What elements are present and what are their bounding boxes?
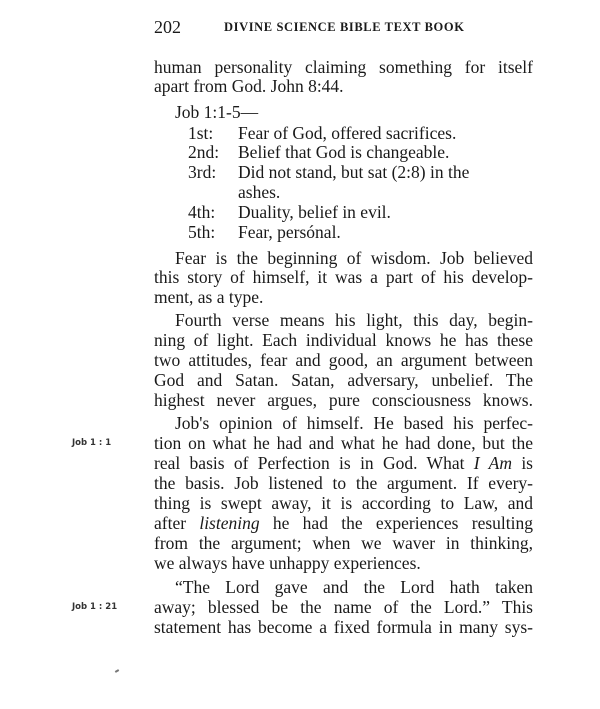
- text-line: Fear is the beginning of wisdom. Job believed: [175, 248, 533, 268]
- text-line: “The Lord gave and the Lord hath taken: [175, 577, 533, 597]
- text-line: ning of light. Each individual knows he has these: [154, 330, 533, 350]
- text-line: ashes.: [238, 182, 281, 202]
- list-text: Fear, persónal.: [238, 222, 341, 242]
- text-line: [188, 162, 469, 182]
- text-line: [188, 222, 341, 242]
- list-label: 4th:: [188, 202, 216, 222]
- text-line: [154, 453, 533, 473]
- text-line: [154, 513, 533, 533]
- running-title: DIVINE SCIENCE BIBLE TEXT BOOK: [224, 20, 465, 34]
- text-line: Fourth verse means his light, this day, begin-: [175, 310, 533, 330]
- italic-text: I Am: [473, 453, 512, 473]
- margin-note: Job 1 : 1: [72, 438, 112, 448]
- text-line: this story of himself, it was a part of his develop-: [154, 267, 533, 287]
- text-line: thing is swept away, it is according to Law, and: [154, 493, 533, 513]
- text-line: away; blessed be the name of the Lord.” This: [154, 597, 533, 617]
- list-label: 5th:: [188, 222, 216, 242]
- text-segment: real basis of Perfection is in God. What: [154, 453, 474, 473]
- text-line: [188, 123, 456, 143]
- text-line: apart from God. John 8:44.: [154, 76, 344, 96]
- text-segment: is: [511, 453, 533, 473]
- text-line: ment, as a type.: [154, 287, 264, 307]
- list-label: 2nd:: [188, 142, 220, 162]
- text-line: [188, 202, 391, 222]
- list-text: Fear of God, offered sacrifices.: [238, 123, 457, 143]
- text-line: [188, 142, 449, 162]
- margin-note: Job 1 : 21: [72, 602, 118, 612]
- list-label: 1st:: [188, 123, 214, 143]
- list-text: Belief that God is changeable.: [238, 142, 450, 162]
- text-line: we always have unhappy experiences.: [154, 553, 421, 573]
- page-number: 202: [154, 17, 181, 37]
- scan-speck: [115, 669, 119, 673]
- text-segment: after: [154, 513, 200, 533]
- text-line: Job's opinion of himself. He based his perfec-: [175, 413, 533, 433]
- text-line: two attitudes, fear and good, an argument between: [154, 350, 533, 370]
- text-line: Job 1:1-5—: [175, 102, 259, 122]
- text-line: highest never argues, pure consciousness knows.: [154, 390, 533, 410]
- list-text: Duality, belief in evil.: [238, 202, 391, 222]
- text-segment: he had the experiences resulting: [259, 513, 533, 533]
- text-line: from the argument; when we waver in thinking,: [154, 533, 533, 553]
- italic-text: listening: [199, 513, 260, 533]
- text-line: the basis. Job listened to the argument. If every-: [154, 473, 533, 493]
- list-label: 3rd:: [188, 162, 217, 182]
- text-line: human personality claiming something for itself: [154, 57, 533, 77]
- text-line: tion on what he had and what he had done, but the: [154, 433, 533, 453]
- text-line: statement has become a fixed formula in many sys-: [154, 617, 533, 637]
- list-text: Did not stand, but sat (2:8) in the: [238, 162, 470, 182]
- text-line: God and Satan. Satan, adversary, unbelief. The: [154, 370, 533, 390]
